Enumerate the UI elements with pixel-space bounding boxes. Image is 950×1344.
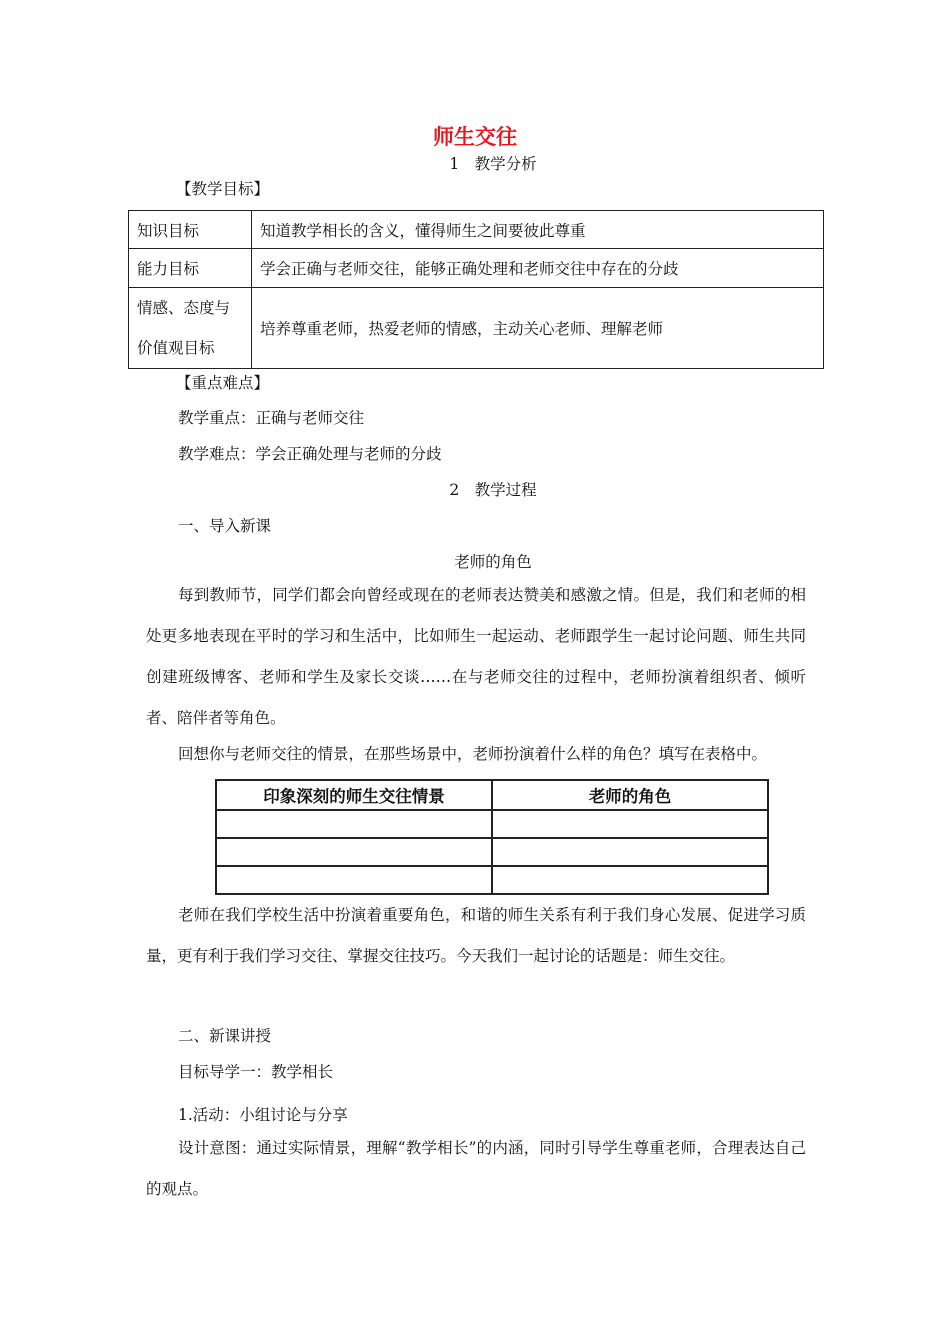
part-heading-new-lesson: 二、新课讲授 — [178, 1027, 272, 1045]
objective-label-emotion-line2: 价值观目标 — [137, 339, 215, 357]
objective-label-ability: 能力目标 — [129, 249, 252, 288]
paragraph-intro: 每到教师节，同学们都会向曾经或现在的老师表达赞美和感激之情。但是，我们和老师的相处更多地表现在平时的学习和生活中，比如师生一起运动、老师跟学生一起讨论问题、师生共同创建班级博客、老师和学生及家长交谈……在与老师交往的过程中，老师扮演着组织者、倾听者、陪伴者等角色。 — [146, 586, 806, 727]
key-point: 教学重点：正确与老师交往 — [178, 409, 365, 427]
paragraph-topic: 老师在我们学校生活中扮演着重要角色，和谐的师生关系有利于我们身心发展、促进学习质量，更有利于我们学习交往、掌握交往技巧。今天我们一起讨论的话题是：师生交往。 — [146, 906, 806, 965]
subtitle-teacher-role: 老师的角色 — [454, 553, 532, 571]
goal-heading: 目标导学一：教学相长 — [178, 1063, 334, 1081]
objective-label-emotion — [129, 288, 252, 369]
objective-label-emotion-line1: 情感、态度与 — [137, 299, 231, 317]
page-title: 师生交往 — [433, 125, 517, 149]
roles-cell-role-3[interactable] — [492, 866, 768, 894]
table-row — [216, 838, 768, 866]
objectives-label: 【教学目标】 — [176, 180, 270, 198]
objective-content-emotion: 培养尊重老师，热爱老师的情感，主动关心老师、理解老师 — [252, 288, 824, 369]
roles-cell-scene-3[interactable] — [216, 866, 492, 894]
paragraph-prompt: 回想你与老师交往的情景，在那些场景中，老师扮演着什么样的角色？填写在表格中。 — [178, 745, 768, 763]
paragraph-design-intent: 设计意图：通过实际情景，理解“教学相长”的内涵，同时引导学生尊重老师，合理表达自己的观点。 — [146, 1139, 806, 1198]
section-heading-process: 2 教学过程 — [449, 481, 537, 499]
roles-cell-role-2[interactable] — [492, 838, 768, 866]
part-heading-intro: 一、导入新课 — [178, 517, 272, 535]
roles-cell-scene-1[interactable] — [216, 810, 492, 838]
roles-cell-scene-2[interactable] — [216, 838, 492, 866]
roles-table — [215, 779, 769, 895]
roles-cell-role-1[interactable] — [492, 810, 768, 838]
table-row — [129, 211, 824, 249]
objective-content-knowledge: 知道教学相长的含义，懂得师生之间要彼此尊重 — [252, 211, 824, 249]
table-row — [216, 866, 768, 894]
difficult-point: 教学难点：学会正确处理与老师的分歧 — [178, 445, 442, 463]
table-row — [129, 288, 824, 369]
objectives-table — [128, 210, 824, 369]
objective-content-ability: 学会正确与老师交往，能够正确处理和老师交往中存在的分歧 — [252, 249, 824, 288]
activity-heading: 1.活动：小组讨论与分享 — [178, 1106, 348, 1124]
section-heading-analysis: 1 教学分析 — [449, 155, 537, 173]
roles-header-role: 老师的角色 — [492, 780, 768, 810]
table-header-row — [216, 780, 768, 810]
roles-header-scene: 印象深刻的师生交往情景 — [216, 780, 492, 810]
keypoints-label: 【重点难点】 — [176, 374, 270, 392]
objective-label-knowledge: 知识目标 — [129, 211, 252, 249]
table-row — [216, 810, 768, 838]
table-row — [129, 249, 824, 288]
